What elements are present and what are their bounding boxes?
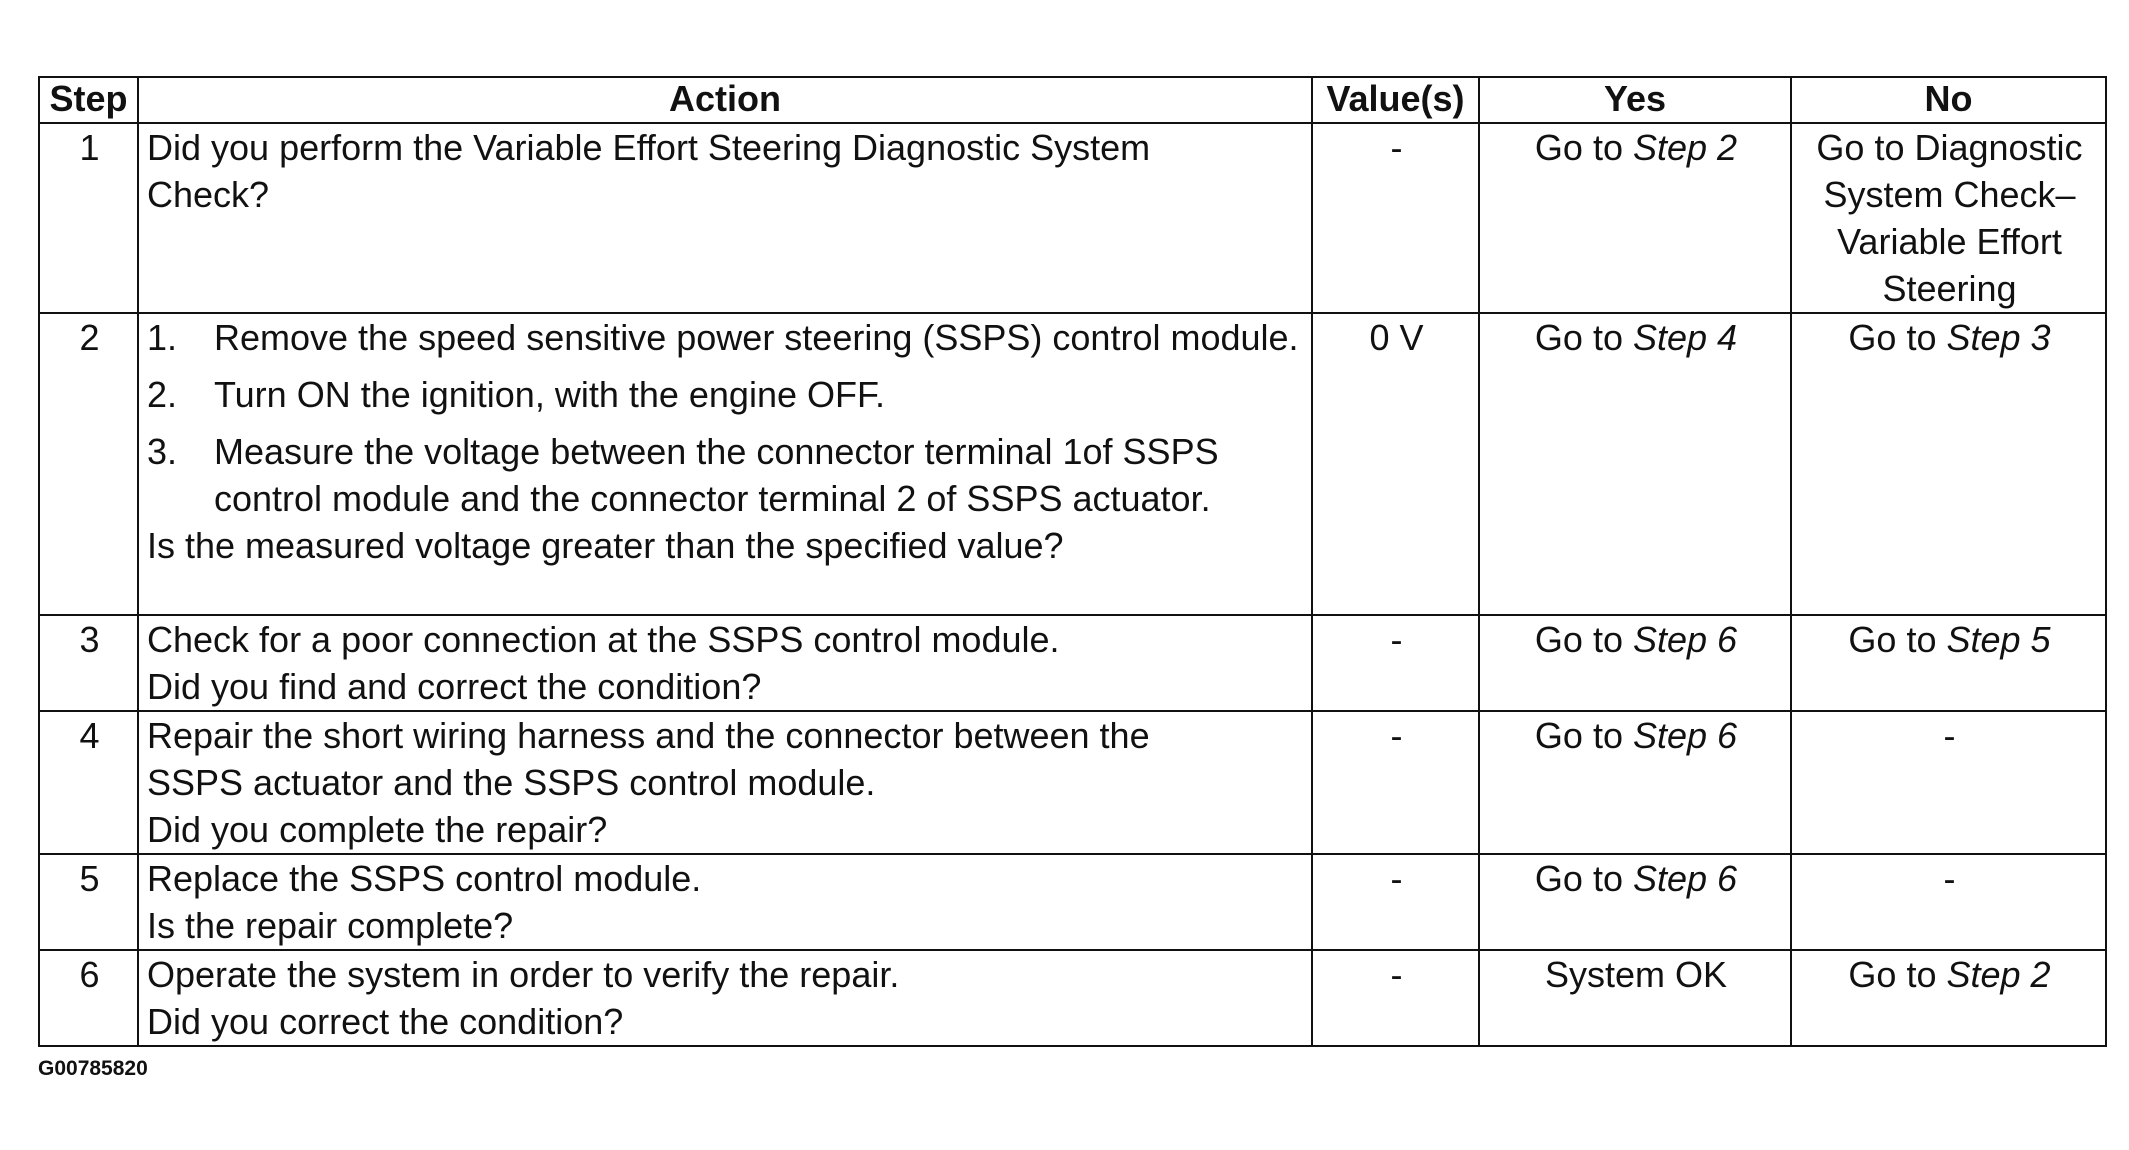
table-row [39, 711, 2106, 854]
no-cell [1791, 313, 2106, 615]
header-yes: Yes [1479, 77, 1791, 123]
substep-text: Turn ON the ignition, with the engine OFF. [214, 374, 885, 415]
step-number: 6 [39, 950, 138, 1046]
yes-step-link: Step 6 [1632, 715, 1738, 756]
yes-cell: System OK [1479, 950, 1791, 1046]
action-cell [138, 854, 1312, 950]
action-cell [138, 950, 1312, 1046]
value-cell: 0 V [1312, 313, 1479, 615]
header-no: No [1791, 77, 2106, 123]
step-number: 1 [39, 123, 138, 313]
yes-prefix: Go to [1534, 715, 1633, 756]
table-row [39, 313, 2106, 615]
action-cell [138, 615, 1312, 711]
value-cell: - [1312, 123, 1479, 313]
substep-item [147, 428, 1305, 522]
no-prefix: Go to [1848, 954, 1947, 995]
no-cell [1791, 950, 2106, 1046]
yes-step-link: Step 6 [1632, 619, 1738, 660]
substep-text: Measure the voltage between the connector terminal 1of SSPS control module and the connector terminal 2 of SSPS actuator. [214, 431, 1219, 519]
step-number: 4 [39, 711, 138, 854]
no-line: Variable Effort [1837, 221, 2062, 262]
substep-number: 1. [147, 317, 178, 358]
header-step: Step [39, 77, 138, 123]
header-action: Action [138, 77, 1312, 123]
no-cell: - [1791, 854, 2106, 950]
table-body [39, 123, 2106, 1046]
substep-text: Remove the speed sensitive power steering (SSPS) control module. [214, 317, 1299, 358]
yes-step-link: Step 6 [1632, 858, 1738, 899]
action-line: Repair the short wiring harness and the connector between the [147, 715, 1150, 756]
header-values: Value(s) [1312, 77, 1479, 123]
action-line: Operate the system in order to verify the repair. [147, 954, 900, 995]
substep-number: 3. [147, 431, 178, 472]
action-line: Replace the SSPS control module. [147, 858, 702, 899]
yes-cell [1479, 711, 1791, 854]
action-line: Did you correct the condition? [147, 1001, 624, 1042]
yes-prefix: Go to [1534, 619, 1633, 660]
header-row [39, 77, 2106, 123]
table-row [39, 854, 2106, 950]
no-line: System Check– [1823, 174, 2076, 215]
yes-step-link: Step 2 [1632, 127, 1738, 168]
figure-id: G00785820 [38, 1057, 148, 1080]
no-cell [1791, 615, 2106, 711]
no-cell [1791, 123, 2106, 313]
yes-prefix: Go to [1534, 127, 1633, 168]
action-line: SSPS actuator and the SSPS control module. [147, 762, 876, 803]
action-line: Is the repair complete? [147, 905, 514, 946]
yes-cell [1479, 615, 1791, 711]
table-row [39, 615, 2106, 711]
yes-prefix: Go to [1534, 317, 1633, 358]
table-row [39, 950, 2106, 1046]
action-cell [138, 123, 1312, 313]
no-step-link: Step 5 [1946, 619, 2051, 660]
value-cell: - [1312, 950, 1479, 1046]
yes-cell [1479, 123, 1791, 313]
action-line: Check? [147, 174, 270, 215]
no-step-link: Step 2 [1946, 954, 2051, 995]
no-cell: - [1791, 711, 2106, 854]
action-line: Did you find and correct the condition? [147, 666, 762, 707]
no-line: Steering [1882, 268, 2017, 309]
yes-prefix: Go to [1534, 858, 1633, 899]
substep-item [147, 314, 1305, 361]
action-line: Did you perform the Variable Effort Steering Diagnostic System [147, 127, 1151, 168]
substep-number: 2. [147, 374, 178, 415]
yes-cell [1479, 313, 1791, 615]
no-prefix: Go to [1848, 317, 1947, 358]
table-row [39, 123, 2106, 313]
value-cell: - [1312, 615, 1479, 711]
step-number: 2 [39, 313, 138, 615]
diagnostic-table [38, 76, 2107, 1047]
yes-step-link: Step 4 [1632, 317, 1738, 358]
no-line: Go to Diagnostic [1816, 127, 2083, 168]
no-step-link: Step 3 [1946, 317, 2051, 358]
action-question: Is the measured voltage greater than the specified value? [147, 525, 1064, 566]
step-number: 5 [39, 854, 138, 950]
action-line: Did you complete the repair? [147, 809, 608, 850]
value-cell: - [1312, 854, 1479, 950]
action-line: Check for a poor connection at the SSPS control module. [147, 619, 1060, 660]
value-cell: - [1312, 711, 1479, 854]
action-cell [138, 711, 1312, 854]
action-cell [138, 313, 1312, 615]
no-prefix: Go to [1848, 619, 1947, 660]
yes-cell [1479, 854, 1791, 950]
table-header [39, 77, 2106, 123]
substep-item [147, 371, 1305, 418]
substep-list [147, 314, 1305, 522]
step-number: 3 [39, 615, 138, 711]
